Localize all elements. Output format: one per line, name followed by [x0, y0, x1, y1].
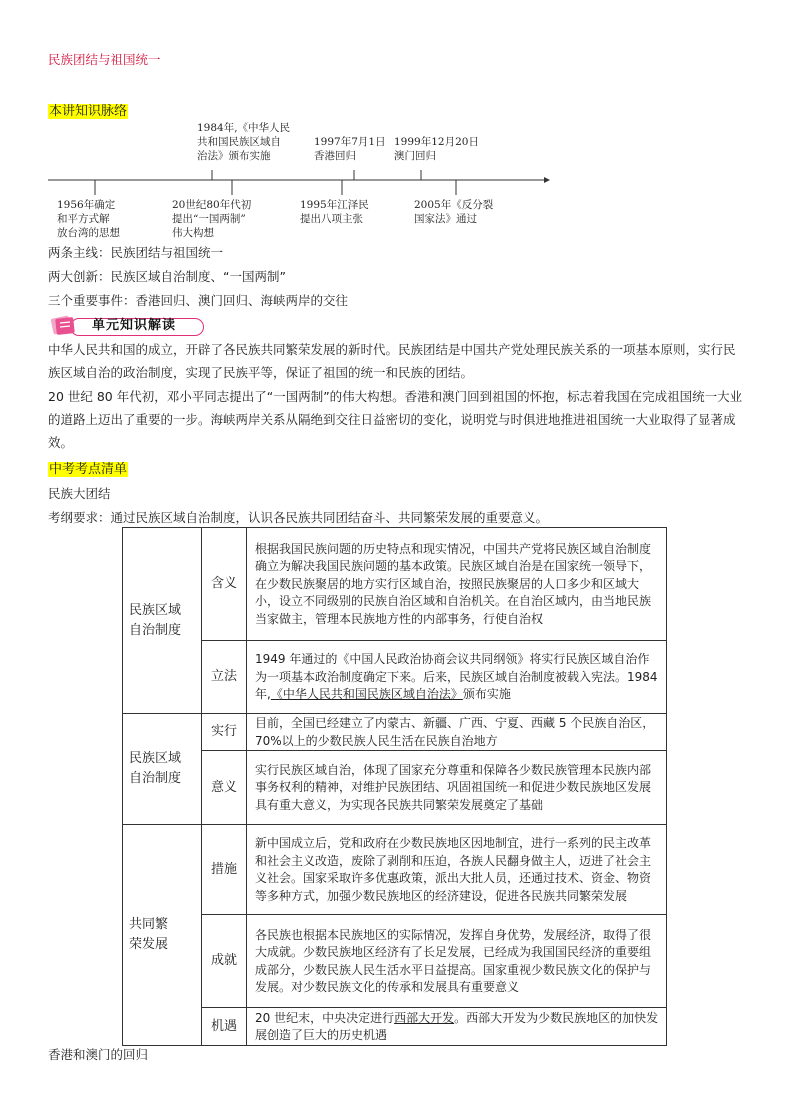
timeline-event-1984: 1984年,《中华人民 共和国民族区域自 治法》颁布实施 — [197, 122, 291, 162]
row-label: 立法 — [202, 641, 247, 714]
table-row — [123, 1008, 667, 1046]
row-content: 目前，全国已经建立了内蒙古、新疆、广西、宁夏、西藏 5 个民族自治区，70%以上的少数民族人民生活在民族自治地方 — [247, 714, 667, 751]
section-heading-exam-points — [48, 458, 128, 477]
unit-paragraph-2: 20 世纪 80 年代初，邓小平同志提出了“一国两制”的伟大构想。香港和澳门回到祖国的怀抱，标志着我国在完成祖国统一大业的道路上迈出了重要的一步。海峡两岸关系从隔绝到交往日益密切的变化，说明党与时俱进地推进祖国统一大业取得了显著成效。 — [48, 389, 743, 450]
group-label: 共同繁 荣发展 — [123, 825, 202, 1046]
timeline-event-1995: 1995年江泽民 提出八项主张 — [300, 199, 369, 225]
row-content — [247, 641, 667, 714]
row-label: 机遇 — [202, 1008, 247, 1046]
legislation-text-end: 颁布实施 — [462, 687, 511, 702]
row-content: 各民族也根据本民族地区的实际情况，发挥自身优势，发展经济，取得了很大成就。少数民族地区经济有了长足发展，已经成为我国国民经济的重要组成部分，少数民族人民生活水平日益提高。国家重视少数民族文化的保护与发展。对少数民族文化的传承和发展具有重要意义 — [247, 915, 667, 1008]
table-row — [123, 751, 667, 825]
timeline-event-2005: 2005年《反分裂 国家法》通过 — [414, 199, 494, 225]
timeline-axis — [44, 170, 554, 200]
document-title: 民族团结与祖国统一 — [48, 52, 161, 67]
summary-main-lines: 两条主线：民族团结与祖国统一 — [48, 245, 224, 260]
topic-title: 民族大团结 — [48, 486, 111, 501]
row-label: 含义 — [202, 528, 247, 641]
western-development-term: 西部大开发 — [394, 1010, 455, 1025]
group-label: 民族区域 自治制度 — [123, 714, 202, 825]
row-content — [247, 1008, 667, 1046]
table-row — [123, 714, 667, 751]
table-row — [123, 915, 667, 1008]
row-label: 实行 — [202, 714, 247, 751]
row-label: 意义 — [202, 751, 247, 825]
legislation-text: 1949 年通过的《中国人民政治协商会议共同纲领》将实行民族区域自治作为一项基本政治制度确定下来。后来，民族区域自治制度被载入宪法。1984 年, — [255, 652, 658, 702]
timeline-event-1956: 1956年确定 和平方式解 放台湾的思想 — [57, 199, 120, 239]
section-heading-knowledge-map — [48, 100, 128, 119]
table-row — [123, 825, 667, 915]
autonomy-law-title: 《中华人民共和国民族区域自治法》 — [270, 687, 463, 702]
timeline-event-1999: 1999年12月20日 澳门回归 — [394, 136, 479, 162]
row-content: 实行民族区域自治，体现了国家充分尊重和保障各少数民族管理本民族内部事务权利的精神，对维护民族团结、巩固祖国统一和促进少数民族地区发展具有重大意义，为实现各民族共同繁荣发展奠定了基础 — [247, 751, 667, 825]
highlighted-heading: 中考考点清单 — [49, 462, 128, 477]
highlighted-heading: 本讲知识脉络 — [49, 104, 128, 119]
group-label: 民族区域 自治制度 — [123, 528, 202, 714]
opportunity-text: 20 世纪末，中央决定进行 — [255, 1010, 395, 1025]
row-label: 措施 — [202, 825, 247, 915]
next-topic-title: 香港和澳门的回归 — [48, 1047, 149, 1062]
banner-label: 单元知识解读 — [92, 318, 177, 333]
row-content: 新中国成立后，党和政府在少数民族地区因地制宜，进行一系列的民主改革和社会主义改造，废除了剥削和压迫，各族人民翻身做主人，迈进了社会主义社会。国家采取许多优惠政策，派出大批人员，还通过技术、资金、物资等多种方式，加强少数民族地区的经济建设，促进各民族共同繁荣发展 — [247, 825, 667, 915]
knowledge-table — [122, 527, 667, 1046]
unit-paragraph-1: 中华人民共和国的成立，开辟了各民族共同繁荣发展的新时代。民族团结是中国共产党处理民族关系的一项基本原则，实行民族区域自治的政治制度，实现了民族平等，保证了祖国的统一和民族的团结。 — [48, 342, 736, 380]
exam-requirement: 考纲要求：通过民族区域自治制度，认识各民族共同团结奋斗、共同繁荣发展的重要意义。 — [48, 510, 549, 525]
summary-innovations: 两大创新：民族区域自治制度、“一国两制” — [48, 269, 286, 284]
book-icon — [48, 313, 80, 337]
row-content: 根据我国民族问题的历史特点和现实情况，中国共产党将民族区域自治制度确立为解决我国民族问题的基本政策。民族区域自治是在国家统一领导下，在少数民族聚居的地方实行区域自治，按照民族聚居的人口多少和区域大小，设立不同级别的民族自治区域和自治机关。在自治区域内，由当地民族当家做主，管理本民族地方性的内部事务，行使自治权 — [247, 528, 667, 641]
timeline-event-1980s: 20世纪80年代初 提出“一国两制” 伟大构想 — [172, 199, 252, 239]
row-label: 成就 — [202, 915, 247, 1008]
summary-events: 三个重要事件：香港回归、澳门回归、海峡两岸的交往 — [48, 293, 349, 308]
unit-knowledge-banner — [48, 313, 208, 337]
table-row — [123, 641, 667, 714]
arrow-head-icon — [544, 177, 550, 183]
opportunity-text-end: 。西部大开发为少数民族地区的加快发展创造了巨大的历史机遇 — [255, 1010, 659, 1042]
table-row — [123, 528, 667, 641]
timeline-event-1997: 1997年7月1日 香港回归 — [314, 136, 386, 162]
